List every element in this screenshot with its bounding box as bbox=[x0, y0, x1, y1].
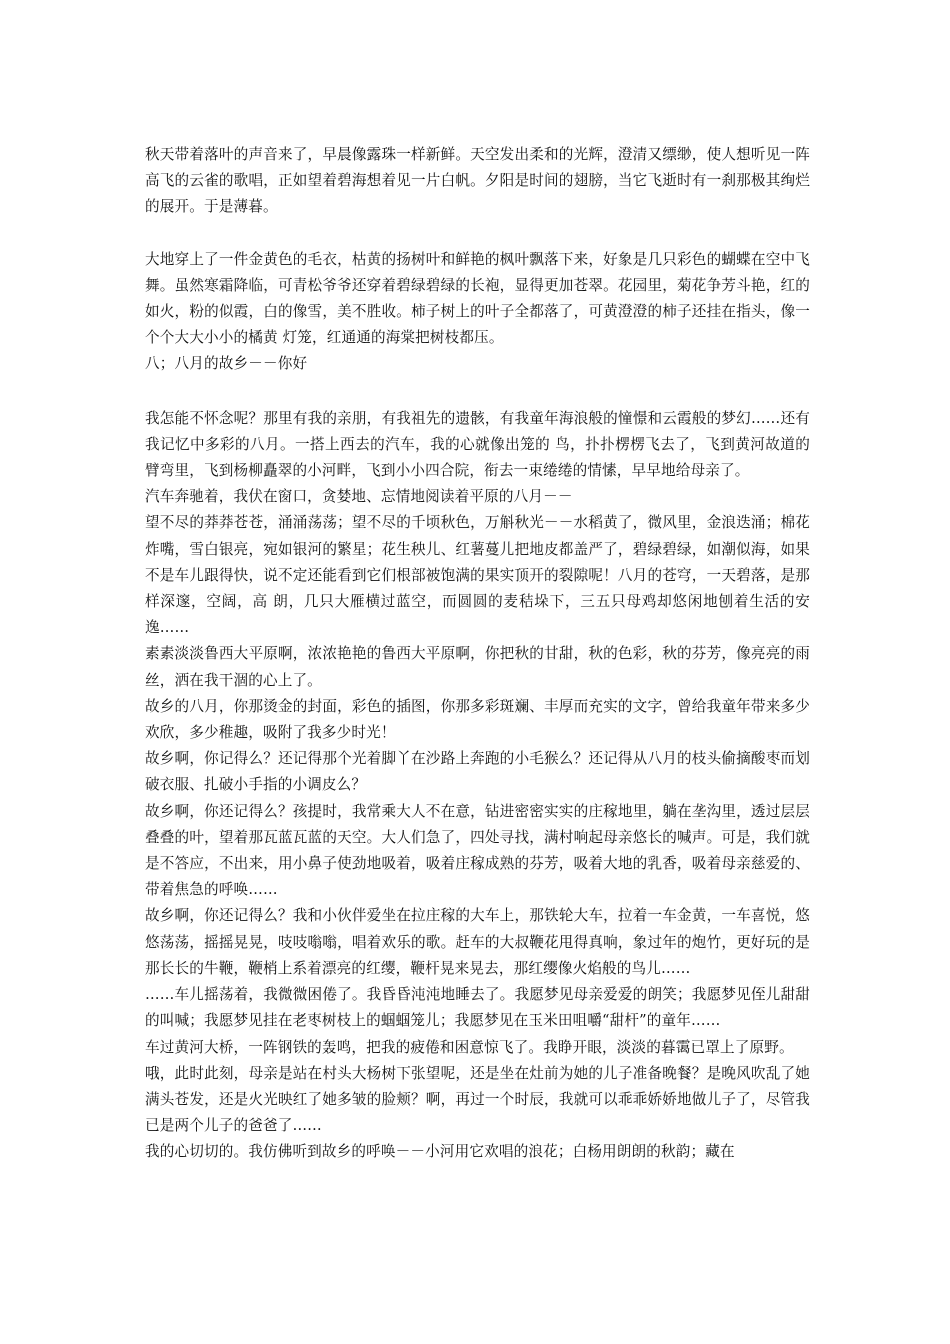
paragraph-missing-home: 我怎能不怀念呢？那里有我的亲朋，有我祖先的遗骸，有我童年海浪般的憧憬和云霞般的梦幻……还有我记忆中多彩的八月。一搭上西去的汽车，我的心就像出笼的 鸟，扑扑楞楞飞去了，飞到黄河故道的臂弯里，飞到杨柳矗翠的小河畔，飞到小小四合院，衔去一束绻绻的情愫，早早地给母亲了。 bbox=[145, 409, 810, 480]
paragraph-autumn-intro: 秋天带着落叶的声音来了，早晨像露珠一样新鲜。天空发出柔和的光辉，澄清又缥缈，使人想听见一阵高飞的云雀的歌唱，正如望着碧海想着见一片白帆。夕阳是时间的翅膀，当它飞逝时有一刹那极其绚烂的展开。于是薄暮。 bbox=[145, 146, 810, 216]
paragraph-remember-2: 故乡啊，你还记得么？孩提时，我常乘大人不在意，钻进密密实实的庄稼地里，躺在垄沟里，透过层层叠叠的叶，望着那瓦蓝瓦蓝的天空。大人们急了，四处寻找，满村响起母亲悠长的喊声。可是，我们就是不答应，不出来，用小鼻子使劲地吸着，吸着庄稼成熟的芬芳，吸着大地的乳香，吸着母亲慈爱的、带着焦急的呼唤…… bbox=[145, 802, 810, 899]
paragraph-car-window: 汽车奔驰着，我伏在窗口，贪婪地、忘情地阅读着平原的八月－－ bbox=[145, 488, 573, 506]
document-body bbox=[145, 142, 810, 1166]
paragraph-remember-1: 故乡啊，你记得么？还记得那个光着脚丫在沙路上奔跑的小毛猴么？还记得从八月的枝头偷摘酸枣而划破衣服、扎破小手指的小调皮么？ bbox=[145, 750, 810, 794]
section-heading: 八；八月的故乡－－你好 bbox=[145, 355, 308, 373]
paragraph-call-of-home: 我的心切切的。我仿佛听到故乡的呼唤－－小河用它欢唱的浪花；白杨用朗朗的秋韵；藏在 bbox=[145, 1143, 735, 1161]
paragraph-golden-earth: 大地穿上了一件金黄色的毛衣，枯黄的扬树叶和鲜艳的枫叶飘落下来，好象是几只彩色的蝴蝶在空中飞舞。虽然寒霜降临，可青松爷爷还穿着碧绿碧绿的长袍，显得更加苍翠。花园里，菊花争芳斗艳，红的如火，粉的似霞，白的像雪，美不胜收。柿子树上的叶子全都落了，可黄澄澄的柿子还挂在指头，像一个个大大小小的橘黄 灯笼，红通通的海棠把树枝都压。 bbox=[145, 250, 810, 347]
paragraph-mother: 哦，此时此刻，母亲是站在村头大杨树下张望呢，还是坐在灶前为她的儿子准备晚餐？是晚风吹乱了她满头苍发，还是火光映红了她多皱的脸颊？啊，再过一个时辰，我就可以乖乖娇娇地做儿子了，尽管我已是两个儿子的爸爸了…… bbox=[145, 1064, 810, 1135]
paragraph-hometown-august: 故乡的八月，你那烫金的封面，彩色的插图，你那多彩斑斓、丰厚而充实的文字，曾给我童年带来多少欢欣，多少稚趣，吸附了我多少时光！ bbox=[145, 697, 810, 742]
paragraph-dreams: ……车儿摇荡着，我微微困倦了。我昏昏沌沌地睡去了。我愿梦见母亲爱爱的朗笑；我愿梦见侄儿甜甜的叫喊；我愿梦见挂在老枣树枝上的蝈蝈笼儿；我愿梦见在玉米田咀嚼“甜杆”的童年…… bbox=[145, 986, 810, 1030]
paragraph-remember-3: 故乡啊，你还记得么？我和小伙伴爱坐在拉庄稼的大车上，那铁轮大车，拉着一车金黄，一车喜悦，悠悠荡荡，摇摇晃晃，吱吱嗡嗡，唱着欢乐的歌。赶车的大叔鞭花甩得真响，象过年的炮竹，更好玩的是那长长的牛鞭，鞭梢上系着漂亮的红缨，鞭杆晃来晃去，那红缨像火焰般的鸟儿…… bbox=[145, 907, 810, 977]
paragraph-yellow-river-bridge: 车过黄河大桥，一阵钢铁的轰鸣，把我的疲倦和困意惊飞了。我睁开眼，淡淡的暮霭已罩上了原野。 bbox=[145, 1038, 794, 1056]
paragraph-luxi-plain: 素素淡淡鲁西大平原啊，浓浓艳艳的鲁西大平原啊，你把秋的甘甜，秋的色彩，秋的芬芳，像亮亮的雨丝，洒在我干涸的心上了。 bbox=[145, 645, 810, 689]
paragraph-autumn-fields: 望不尽的莽莽苍苍，涌涌荡荡；望不尽的千顷秋色，万斛秋光－－水稻黄了，微风里，金浪迭涌；棉花炸嘴，雪白银亮，宛如银河的繁星；花生秧儿、红薯蔓儿把地皮都盖严了，碧绿碧绿，如潮似海，如果不是车儿跟得快，说不定还能看到它们根部被饱满的果实顶开的裂隙呢！八月的苍穹，一天碧落，是那样深邃，空阔，高 朗，几只大雁横过蓝空，而圆圆的麦秸垛下，三五只母鸡却悠闲地刨着生活的安逸…… bbox=[145, 514, 810, 637]
